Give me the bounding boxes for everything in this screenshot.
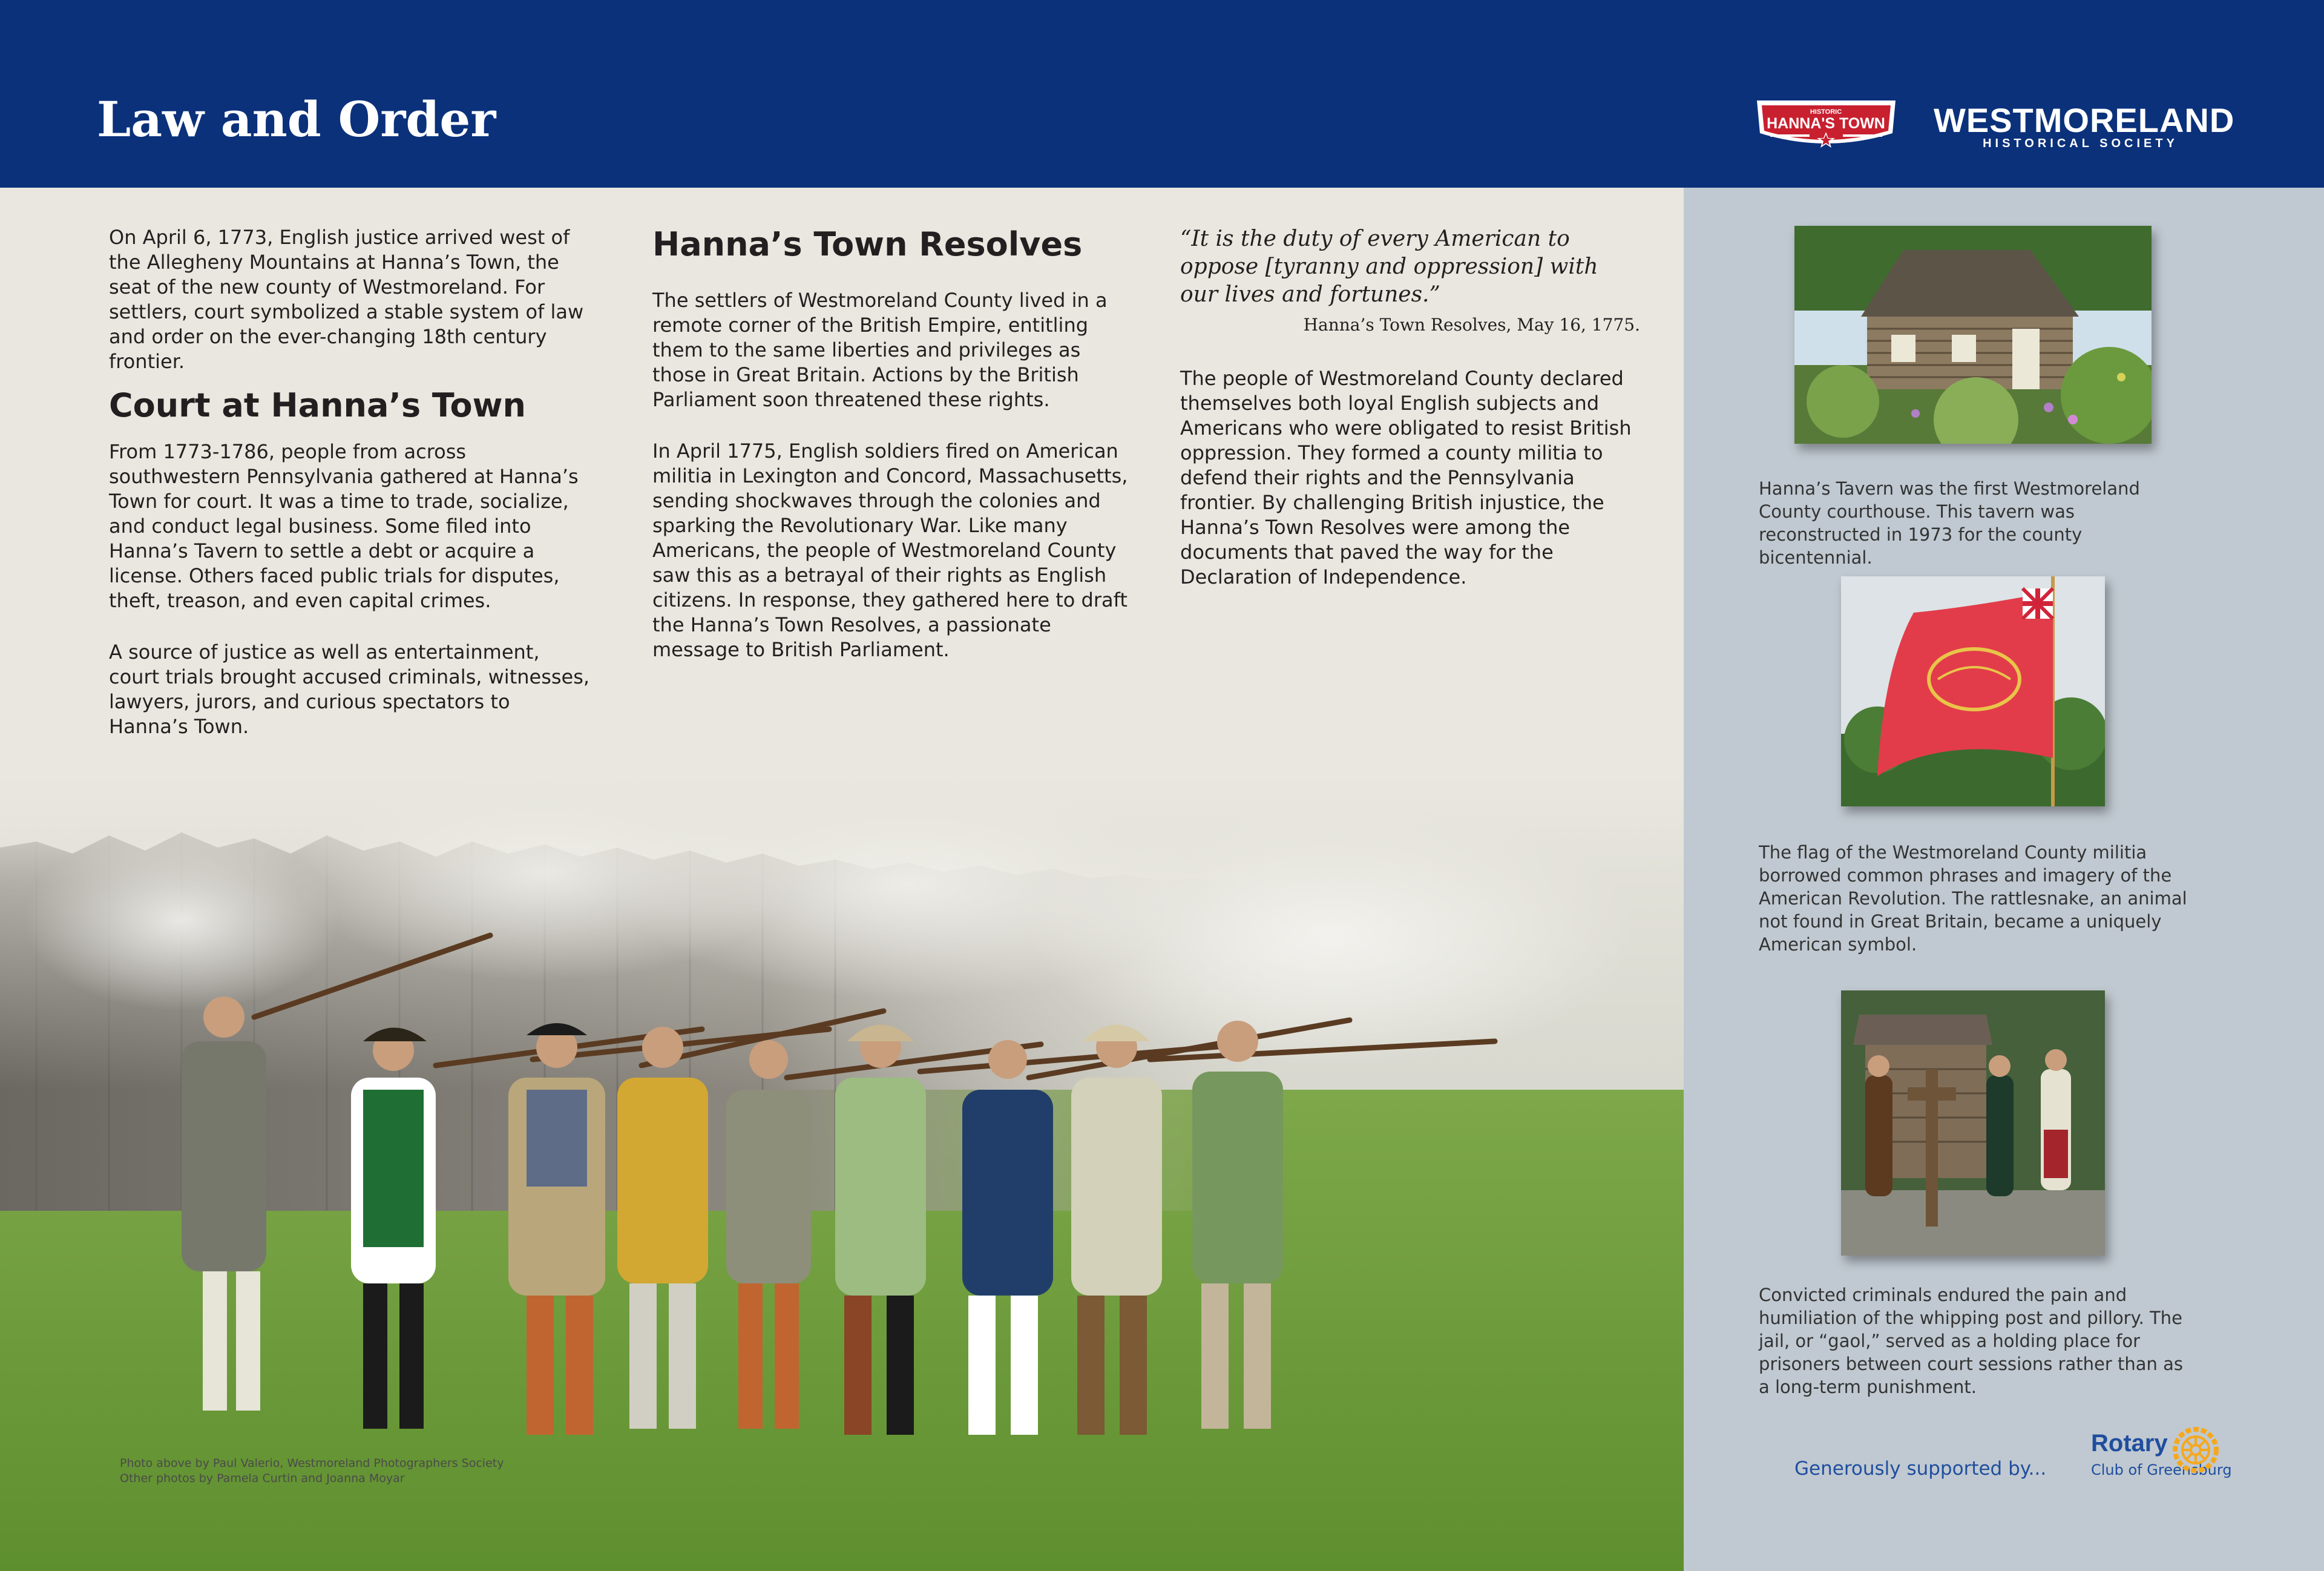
column-quote [1180, 225, 1640, 616]
badge-top-text: HISTORIC [1810, 108, 1842, 116]
society-name: WESTMORELAND [1934, 101, 2235, 139]
tavern-caption: Hanna’s Tavern was the first Westmoreland County courthouse. This tavern was reconstructed in 1973 for the county bicentennial. [1759, 478, 2140, 568]
flag-caption: The flag of the Westmoreland County militia borrowed common phrases and imagery of the American Revolution. The rattlesnake, an animal not found in Great Britain, became a uniquely American symbol. [1759, 842, 2187, 955]
jail-caption: Convicted criminals endured the pain and humiliation of the whipping post and pillory. The jail, or “gaol,” served as a holding place for prisoners between court sessions rather than as a long-term punishment. [1759, 1285, 2184, 1397]
photo-credit-line-2: Other photos by Pamela Curtin and Joanna Moyar [120, 1472, 405, 1485]
declaration-paragraph: The people of Westmoreland County declared themselves both loyal English subjects and Americans who were obligated to resist British oppression. They formed a county militia to defend their rights and the Pennsylvania frontier. By challenging British injustice, the Hanna’s Town Resolves were among the documents that paved the way for the Declaration of Independence. [1180, 367, 1632, 588]
photo-credit-line-1: Photo above by Paul Valerio, Westmoreland Photographers Society [120, 1457, 504, 1470]
militia-firing-scene [0, 775, 1684, 1571]
column-resolves [652, 225, 1137, 689]
quote-source: Hanna’s Town Resolves, May 16, 1775. [1303, 315, 1640, 335]
badge-name-text: HANNA'S TOWN [1767, 115, 1885, 132]
whipping-post-photo [1841, 990, 2105, 1256]
court-heading: Court at Hanna’s Town [109, 386, 526, 424]
court-paragraph-2: A source of justice as well as entertainment, court trials brought accused criminals, witnesses, lawyers, jurors, and curious spectators to Hanna’s Town. [109, 641, 590, 738]
intro-paragraph: On April 6, 1773, English justice arrived west of the Allegheny Mountains at Hanna’s Town, the seat of the new county of Westmoreland. For settlers, court symbolized a stable system of law and order on the ever-changing 18th century frontier. [109, 226, 584, 373]
column-intro [109, 225, 593, 766]
resolves-quote: “It is the duty of every American to oppose [tyranny and oppression] with our lives and fortunes.” [1180, 226, 1598, 307]
photo-credit [120, 1456, 504, 1486]
tavern-photo [1794, 226, 2152, 444]
society-subtitle: HISTORICAL SOCIETY [1983, 137, 2178, 150]
resolves-heading: Hanna’s Town Resolves [652, 225, 1083, 263]
militia-flag-photo [1841, 576, 2105, 806]
rotary-name: Rotary [2091, 1430, 2168, 1457]
page-title: Law and Order [97, 91, 496, 148]
resolves-paragraph-1: The settlers of Westmoreland County lived in a remote corner of the British Empire, entitling them to the same liberties and privileges as those in Great Britain. Actions by the British Parliament soon threatened these rights. [652, 289, 1108, 411]
court-paragraph-1: From 1773-1786, people from across southwestern Pennsylvania gathered at Hanna’s Town for court. It was a time to trade, socialize, and conduct legal business. Some filed into Hanna’s Tavern to settle a debt or acquire a license. Others faced public trials for disputes, theft, treason, and even capital crimes. [109, 440, 579, 612]
rotary-club: Club of Greensburg [2091, 1461, 2232, 1478]
header-banner [0, 0, 2324, 188]
support-credit: Generously supported by... [1794, 1458, 2047, 1480]
resolves-paragraph-2: In April 1775, English soldiers fired on American militia in Lexington and Concord, Massachusetts, sending shockwaves through the colonies and sparking the Revolutionary War. Like many Americans, the people of Westmoreland County saw this as a betrayal of their rights as English citizens. In response, they gathered here to draft the Hanna’s Town Resolves, a passionate message to British Parliament. [652, 440, 1128, 661]
rotary-wheel-icon [2171, 1426, 2220, 1474]
hannas-town-badge-icon [1752, 96, 1900, 155]
